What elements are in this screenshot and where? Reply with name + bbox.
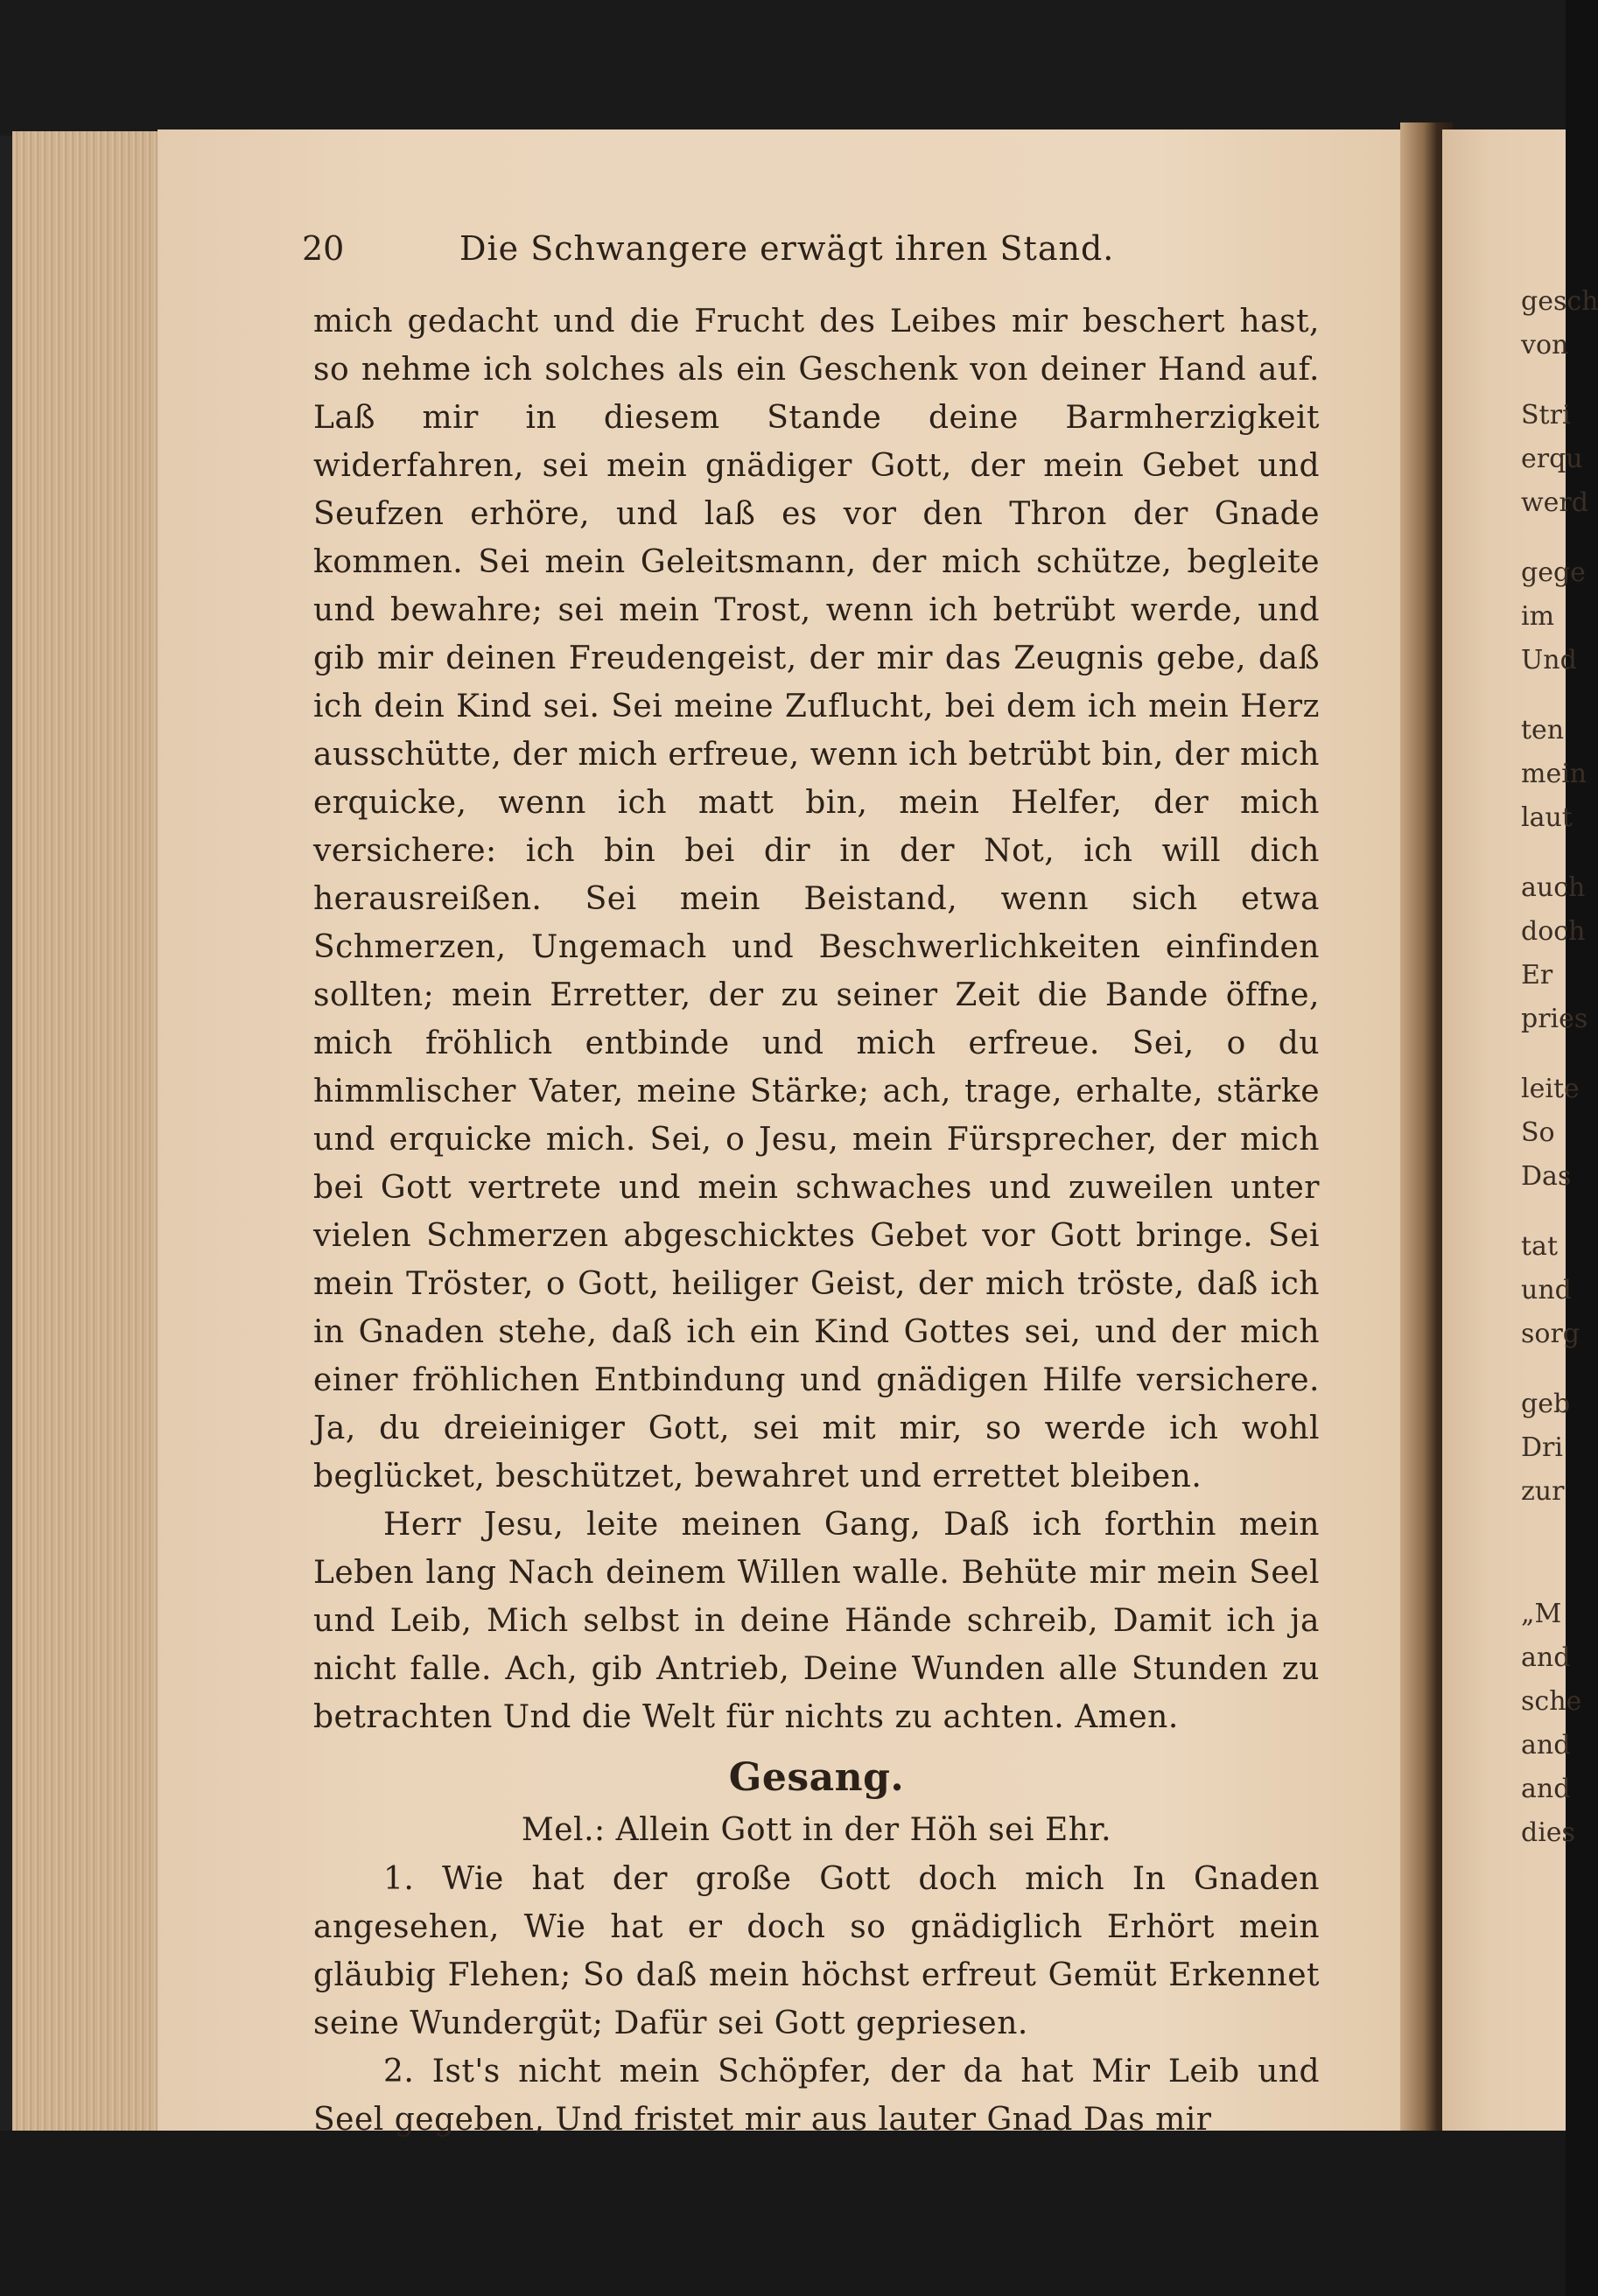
fragment: werd (1521, 487, 1588, 518)
hymn-verse-1: 1. Wie hat der große Gott doch mich In Gnaden angesehen, Wie hat er doch so gnädiglich Erhört mein gläubig Flehen; So daß mein höchst erfreut Gemüt Erkennet seine Wundergüt; Dafür sei Gott gepriesen. (313, 1861, 1320, 2041)
prayer-paragraph-1: mich gedacht und die Frucht des Leibes mir beschert hast, so nehme ich solches als ein Geschenk von deiner Hand auf. Laß mir in diesem Stande deine Barmherzigkeit widerfahren, sei mein gnädiger Gott, der mein Gebet und Seufzen erhöre, und laß es vor den Thron der Gnade kommen. Sei mein Geleitsmann, der mich schütze, begleite und bewahre; sei mein Trost, wenn ich betrübt werde, und gib mir deinen Freudengeist, der mir das Zeugnis gebe, daß ich dein Kind sei. Sei meine Zuflucht, bei dem ich mein Herz ausschütte, der mich erfreue, wenn ich betrübt bin, der mich erquicke, wenn ich matt bin, mein Helfer, der mich versichere: ich bin bei dir in der Not, ich will dich herausreißen. Sei mein Beistand, wenn sich etwa Schmerzen, Ungemach und Beschwerlichkeiten einfinden sollten; mein Erretter, der zu seiner Zeit die Bande öffne, mich fröhlich entbinde und mich erfreue. Sei, o du himmlischer Vater, meine Stärke; ach, trage, erhalte, stärke und erquicke mich. Sei, o Jesu, mein Fürsprecher, der mich bei Gott vertrete und mein schwaches und zuweilen unter vielen Schmerzen abgeschicktes Gebet vor Gott bringe. Sei mein Tröster, o Gott, heiliger Geist, der mich tröste, daß ich in Gnaden stehe, daß ich ein Kind Gottes sei, und der mich einer fröhlichen Entbindung und gnädigen Hilfe versichere. Ja, du dreieiniger Gott, sei mit mir, so werde ich wohl beglücket, beschützet, bewahret und errettet bleiben. (313, 304, 1320, 1494)
fragment: gesch (1521, 286, 1598, 317)
fragment: auch (1521, 872, 1586, 903)
fragment: and (1521, 1730, 1571, 1760)
fragment: dies (1521, 1817, 1575, 1848)
fragment: sorg (1521, 1319, 1580, 1349)
fragment: laut (1521, 802, 1573, 833)
fragment: im (1521, 601, 1555, 632)
fragment (1521, 525, 1566, 551)
fragment: and (1521, 1642, 1571, 1673)
fragment (1521, 1199, 1566, 1225)
fragment: Das (1521, 1161, 1572, 1192)
fragment: und (1521, 1275, 1572, 1306)
fragment: zur (1521, 1476, 1565, 1507)
hymn-heading: Gesang. (728, 1755, 905, 1800)
fragment: Und (1521, 645, 1577, 676)
fragment: geb (1521, 1389, 1571, 1419)
hymn-verse-2: 2. Ist's nicht mein Schöpfer, der da hat Mir Leib und Seel gegeben, Und fristet mir aus lauter Gnad Das mir (313, 2054, 1320, 2138)
page-edges-stack (12, 131, 170, 2135)
fragment (1521, 368, 1566, 394)
fragment (1521, 840, 1566, 866)
fragment: So (1521, 1117, 1555, 1148)
fragment: Stri (1521, 400, 1571, 430)
fragment: tat (1521, 1231, 1558, 1262)
hymn-melody: Mel.: Allein Gott in der Höh sei Ehr. (521, 1812, 1112, 1848)
fragment: sche (1521, 1686, 1582, 1717)
fragment: gege (1521, 557, 1586, 588)
fragment (1521, 1566, 1566, 1592)
fragment: von (1521, 330, 1569, 360)
fragment (1521, 1540, 1566, 1566)
running-title: Die Schwangere erwägt ihren Stand. (459, 229, 1115, 268)
fragment: erqu (1521, 444, 1583, 474)
fragment: doch (1521, 916, 1586, 947)
fragment (1521, 1356, 1566, 1382)
page-body (313, 298, 1320, 2144)
scan-background-top (0, 0, 1566, 136)
fragment: Er (1521, 960, 1553, 990)
fragment: „M (1521, 1599, 1562, 1629)
fragment: leite (1521, 1074, 1580, 1104)
fragment: Dri (1521, 1432, 1563, 1463)
fragment: and (1521, 1774, 1571, 1804)
fragment: mein (1521, 759, 1587, 789)
page-number: 20 (302, 229, 345, 268)
adjacent-page-fragments (1521, 280, 1598, 1855)
scan-background-bottom (0, 2131, 1566, 2296)
prayer-paragraph-2: Herr Jesu, leite meinen Gang, Daß ich forthin mein Leben lang Nach deinem Willen walle. Behüte mir mein Seel und Leib, Mich selbst in deine Hände schreib, Damit ich ja nicht falle. Ach, gib Antrieb, Deine Wunden alle Stunden zu betrachten Und die Welt für nichts zu achten. Amen. (313, 1507, 1320, 1735)
fragment (1521, 682, 1566, 709)
fragment: ten (1521, 715, 1565, 746)
fragment (1521, 1041, 1566, 1068)
fragment: pries (1521, 1004, 1588, 1034)
fragment (1521, 1514, 1566, 1540)
running-header (302, 229, 1133, 282)
